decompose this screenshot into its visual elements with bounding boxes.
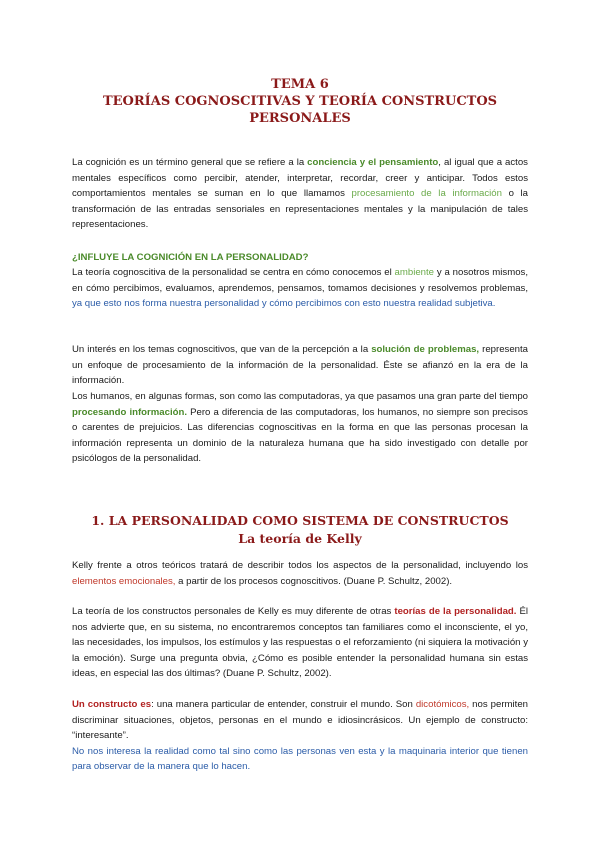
highlight-teorias: teorías de la personalidad. — [394, 606, 517, 617]
interest-paragraph: Un interés en los temas cognoscitivos, que van de la percepción a la solución de problemas, representa un enfoque de procesamiento de la información de la personalidad. Éste se afianzó en la era de la información. — [72, 344, 528, 387]
highlight-dicotomicos: dicotómicos, — [415, 699, 470, 710]
reality-note: No nos interesa la realidad como tal sino como las personas ven esta y la maquinaria interior que tienen para observar de la manera que lo hacen. — [72, 745, 528, 773]
document-header — [60, 76, 540, 127]
cognitive-theory-paragraph: La teoría cognoscitiva de la personalidad se centra en cómo conocemos el ambiente y a nosotros mismos, en cómo percibimos, evaluamos, aprendemos, pensamos, tomamos decisiones y resolvemos problemas, ya que esto nos forma nuestra personalidad y cómo percibimos con esto nuestra realidad subjetiva. — [72, 267, 528, 310]
topic-title-line1: TEORÍAS COGNOSCITIVAS Y TEORÍA CONSTRUCTOS — [102, 94, 498, 109]
section-question: ¿INFLUYE LA COGNICIÓN EN LA PERSONALIDAD? — [72, 252, 309, 263]
humans-paragraph: Los humanos, en algunas formas, son como las computadoras, ya que pasamos una gran parte del tiempo procesando información. Pero a diferencia de las computadoras, los humanos, no siempre son precisos o carentes de prejuicios. Las diferencias cognoscitivas en la forma en que las personas procesan la información representa un dominio de la naturaleza humana que ha sido investigado con detalle por psicólogos de la personalidad. — [72, 391, 528, 465]
construct-definition-paragraph: Un constructo es: una manera particular de entender, construir el mundo. Son dicotómicos, nos permiten discriminar situaciones, objetos, personas en el mundo e idiosincrásicos. Un ejemplo de constructo: “interesante”. No nos interesa la realidad como tal sino como las personas ven esta y la maquinaria interior que tienen para observar de la manera que lo hacen. — [72, 697, 528, 775]
highlight-ambiente: ambiente — [394, 267, 435, 278]
highlight-conciencia: conciencia y el pensamiento — [307, 157, 439, 168]
highlight-elementos: elementos emocionales, — [72, 575, 176, 587]
intro-paragraph: La cognición es un término general que se refiere a la conciencia y el pensamiento, al igual que a actos mentales específicos como percibir, atender, interpretar, recordar, creer y anticipar. Todos estos comportamientos mentales se suman en lo que llamamos procesamiento de la información o la transformación de las entradas sensoriales en representaciones mentales y la manipulación de tales representaciones. — [72, 157, 529, 231]
topic-number: TEMA 6 — [271, 77, 329, 92]
constructs-paragraph: La teoría de los constructos personales de Kelly es muy diferente de otras teorías de la personalidad. Él nos advierte que, en su sistema, no encontraremos conceptos tan familiares como el inconsciente, el yo, las necesidades, los impulsos, los estímulos y las respuestas o el reforzamiento (ni siquiera la motivación y la emoción). Surge una pregunta obvia, ¿Cómo es posible entender la personalidad humana sin estas ideas, en especial las dos últimas? (Duane P. Schultz, 2002). — [72, 606, 528, 680]
section-title: 1. LA PERSONALIDAD COMO SISTEMA DE CONSTRUCTOS — [91, 513, 509, 528]
highlight-procesando: procesando información. — [72, 406, 188, 418]
kelly-paragraph: Kelly frente a otros teóricos tratará de describir todos los aspectos de la personalidad, incluyendo los elementos emocionales, a partir de los procesos cognoscitivos. (Duane P. Schultz, 2002). — [72, 560, 528, 587]
highlight-procesamiento: procesamiento de la información — [351, 188, 502, 200]
highlight-realidad: ya que esto nos forma nuestra personalidad y cómo percibimos con esto nuestra realidad subjetiva. — [72, 298, 496, 310]
highlight-solucion: solución de problemas, — [371, 344, 480, 355]
section-subtitle: La teoría de Kelly — [238, 531, 362, 546]
highlight-constructo: Un constructo es — [72, 699, 152, 710]
topic-title-line2: PERSONALES — [249, 111, 351, 126]
